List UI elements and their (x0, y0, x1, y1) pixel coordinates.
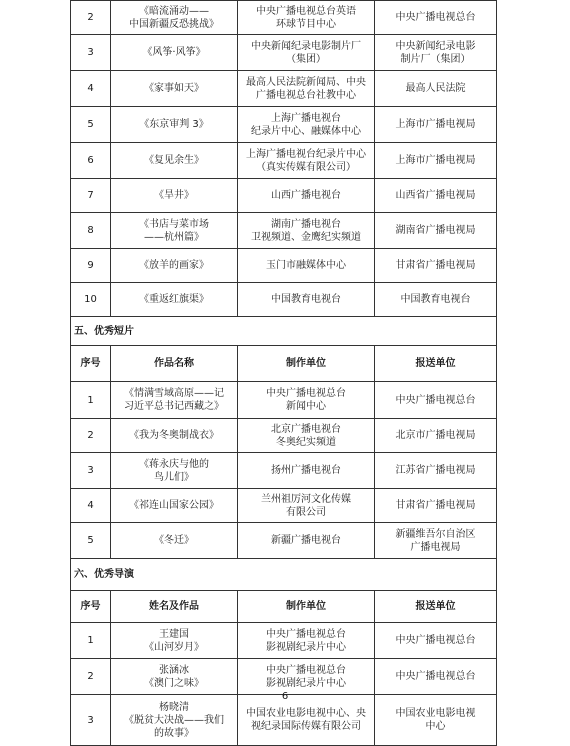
table-row (71, 179, 497, 213)
table-row (71, 213, 497, 249)
row-number: 7 (71, 179, 111, 213)
section-heading-row (71, 317, 497, 346)
producer: 中央新闻纪录电影制片厂 （集团） (238, 35, 375, 71)
column-header: 序号 (71, 591, 111, 623)
producer: 中国农业电影电视中心、央 视纪录国际传媒有限公司 (238, 695, 375, 746)
column-header: 制作单位 (238, 346, 375, 382)
row-number: 8 (71, 213, 111, 249)
work-title: 《祁连山国家公园》 (111, 489, 238, 523)
work-title: 《旱井》 (111, 179, 238, 213)
document-page (70, 0, 496, 746)
table-row (71, 249, 497, 283)
table-row (71, 71, 497, 107)
table-row (71, 523, 497, 559)
work-title: 《复见余生》 (111, 143, 238, 179)
producer: 兰州祖厉河文化传媒 有限公司 (238, 489, 375, 523)
section-title: 五、优秀短片 (71, 317, 497, 346)
column-header: 姓名及作品 (111, 591, 238, 623)
table-row (71, 419, 497, 453)
column-header: 序号 (71, 346, 111, 382)
work-title: 《书店与菜市场 ——杭州篇》 (111, 213, 238, 249)
submitter: 北京市广播电视局 (375, 419, 497, 453)
submitter: 甘肃省广播电视局 (375, 489, 497, 523)
producer: 扬州广播电视台 (238, 453, 375, 489)
submitter: 江苏省广播电视局 (375, 453, 497, 489)
row-number: 2 (71, 419, 111, 453)
director-and-work: 杨晓清 《脱贫大决战——我们 的故事》 (111, 695, 238, 746)
row-number: 2 (71, 659, 111, 695)
submitter: 山西省广播电视局 (375, 179, 497, 213)
table-row (71, 143, 497, 179)
submitter: 上海市广播电视局 (375, 107, 497, 143)
producer: 玉门市融媒体中心 (238, 249, 375, 283)
awards-table (70, 0, 497, 746)
producer: 上海广播电视台 纪录片中心、融媒体中心 (238, 107, 375, 143)
producer: 中央广播电视总台 影视剧纪录片中心 (238, 623, 375, 659)
producer: 北京广播电视台 冬奥纪实频道 (238, 419, 375, 453)
section-title: 六、优秀导演 (71, 559, 497, 591)
row-number: 10 (71, 283, 111, 317)
submitter: 中央广播电视总台 (375, 659, 497, 695)
submitter: 中国农业电影电视 中心 (375, 695, 497, 746)
work-title: 《暗流涌动—— 中国新疆反恐挑战》 (111, 1, 238, 35)
director-and-work: 张涵冰 《澳门之味》 (111, 659, 238, 695)
row-number: 4 (71, 71, 111, 107)
table-row (71, 283, 497, 317)
row-number: 1 (71, 382, 111, 419)
producer: 中央广播电视总台 影视剧纪录片中心 (238, 659, 375, 695)
producer: 中国教育电视台 (238, 283, 375, 317)
table-row (71, 382, 497, 419)
table-header-row (71, 591, 497, 623)
director-and-work: 王建国 《山河岁月》 (111, 623, 238, 659)
table-row (71, 695, 497, 746)
submitter: 甘肃省广播电视局 (375, 249, 497, 283)
column-header: 制作单位 (238, 591, 375, 623)
work-title: 《重返红旗渠》 (111, 283, 238, 317)
submitter: 中央广播电视总台 (375, 1, 497, 35)
submitter: 中央广播电视总台 (375, 382, 497, 419)
work-title: 《东京审判 3》 (111, 107, 238, 143)
submitter: 中央新闻纪录电影 制片厂（集团） (375, 35, 497, 71)
table-row (71, 489, 497, 523)
row-number: 4 (71, 489, 111, 523)
work-title: 《风筝·风筝》 (111, 35, 238, 71)
row-number: 2 (71, 1, 111, 35)
section-heading-row (71, 559, 497, 591)
producer: 中央广播电视总台 新闻中心 (238, 382, 375, 419)
table-row (71, 107, 497, 143)
work-title: 《家事如天》 (111, 71, 238, 107)
row-number: 3 (71, 35, 111, 71)
submitter: 中国教育电视台 (375, 283, 497, 317)
producer: 新疆广播电视台 (238, 523, 375, 559)
table-row (71, 1, 497, 35)
table-row (71, 453, 497, 489)
producer: 中央广播电视总台英语 环球节目中心 (238, 1, 375, 35)
work-title: 《蒋永庆与他的 鸟儿们》 (111, 453, 238, 489)
submitter: 最高人民法院 (375, 71, 497, 107)
column-header: 报送单位 (375, 346, 497, 382)
row-number: 3 (71, 453, 111, 489)
page-number: 6 (281, 691, 289, 702)
submitter: 湖南省广播电视局 (375, 213, 497, 249)
submitter: 上海市广播电视局 (375, 143, 497, 179)
column-header: 作品名称 (111, 346, 238, 382)
table-row (71, 35, 497, 71)
row-number: 1 (71, 623, 111, 659)
producer: 山西广播电视台 (238, 179, 375, 213)
submitter: 中央广播电视总台 (375, 623, 497, 659)
producer: 最高人民法院新闻局、中央 广播电视总台社教中心 (238, 71, 375, 107)
producer: 湖南广播电视台 卫视频道、金鹰纪实频道 (238, 213, 375, 249)
table-row (71, 659, 497, 695)
submitter: 新疆维吾尔自治区 广播电视局 (375, 523, 497, 559)
row-number: 9 (71, 249, 111, 283)
work-title: 《情满雪域高原——记 习近平总书记西藏之》 (111, 382, 238, 419)
row-number: 6 (71, 143, 111, 179)
column-header: 报送单位 (375, 591, 497, 623)
producer: 上海广播电视台纪录片中心 （真实传媒有限公司） (238, 143, 375, 179)
row-number: 3 (71, 695, 111, 746)
row-number: 5 (71, 523, 111, 559)
work-title: 《我为冬奥制战衣》 (111, 419, 238, 453)
row-number: 5 (71, 107, 111, 143)
work-title: 《放羊的画家》 (111, 249, 238, 283)
work-title: 《冬迁》 (111, 523, 238, 559)
table-row (71, 623, 497, 659)
table-header-row (71, 346, 497, 382)
